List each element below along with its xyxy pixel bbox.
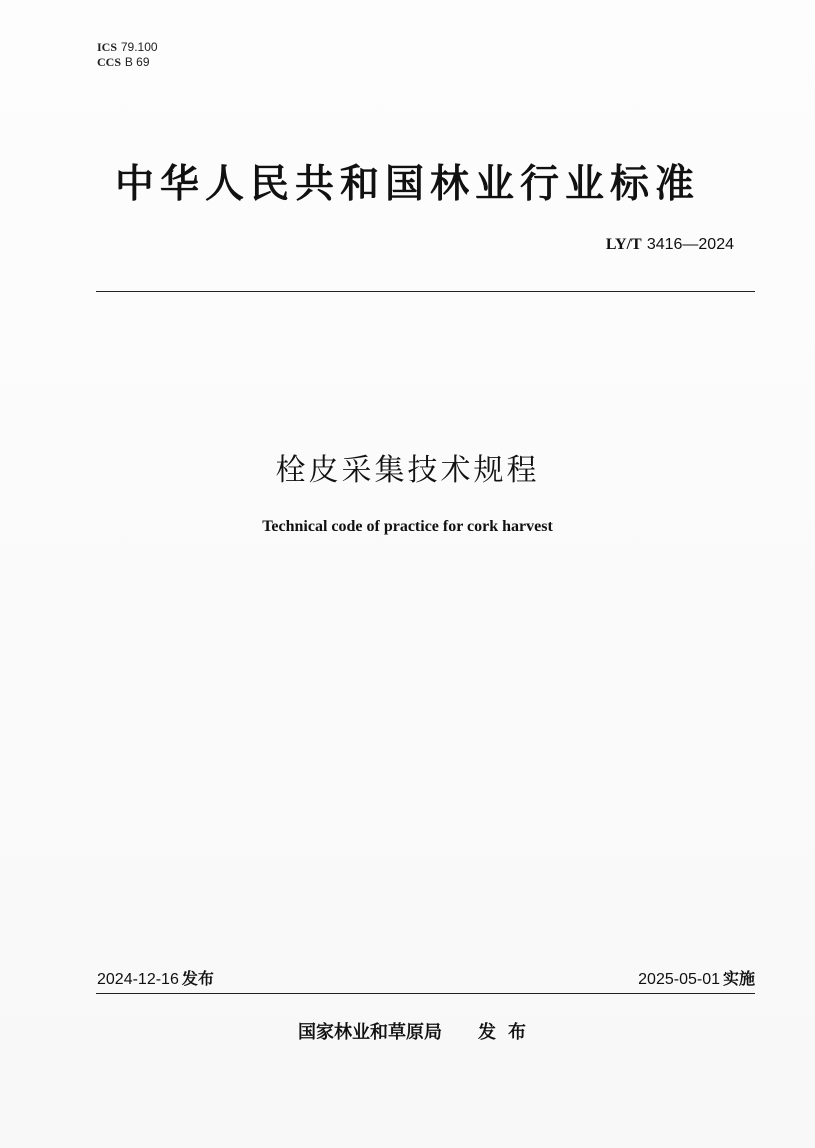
top-divider [96, 291, 755, 292]
document-title-en: Technical code of practice for cork harvest [262, 518, 553, 535]
effective-label: 实施 [722, 969, 755, 988]
ccs-value: B 69 [124, 55, 150, 69]
bottom-divider [96, 993, 755, 994]
release-date-value: 2024-12-16 [97, 971, 179, 988]
ics-value: 79.100 [120, 40, 158, 54]
classification-codes [97, 40, 158, 70]
standard-prefix: LY/T [605, 236, 642, 253]
standard-number [606, 234, 734, 254]
release-label: 发布 [181, 969, 214, 988]
ccs-label: CCS [97, 55, 122, 69]
effective-date [638, 966, 755, 989]
issuing-authority [298, 1018, 538, 1044]
ccs-code [97, 55, 158, 70]
issuer-name: 国家林业和草原局 [298, 1022, 442, 1043]
document-title-zh: 栓皮采集技术规程 [275, 453, 540, 488]
release-date [97, 966, 214, 989]
effective-date-value: 2025-05-01 [638, 971, 720, 988]
issuer-action: 发布 [478, 1022, 538, 1043]
ics-code [97, 40, 158, 55]
standard-category-title: 中华人民共和国林业行业标准 [114, 162, 700, 207]
ics-label: ICS [97, 40, 118, 54]
standard-number-value: 3416—2024 [646, 236, 734, 253]
